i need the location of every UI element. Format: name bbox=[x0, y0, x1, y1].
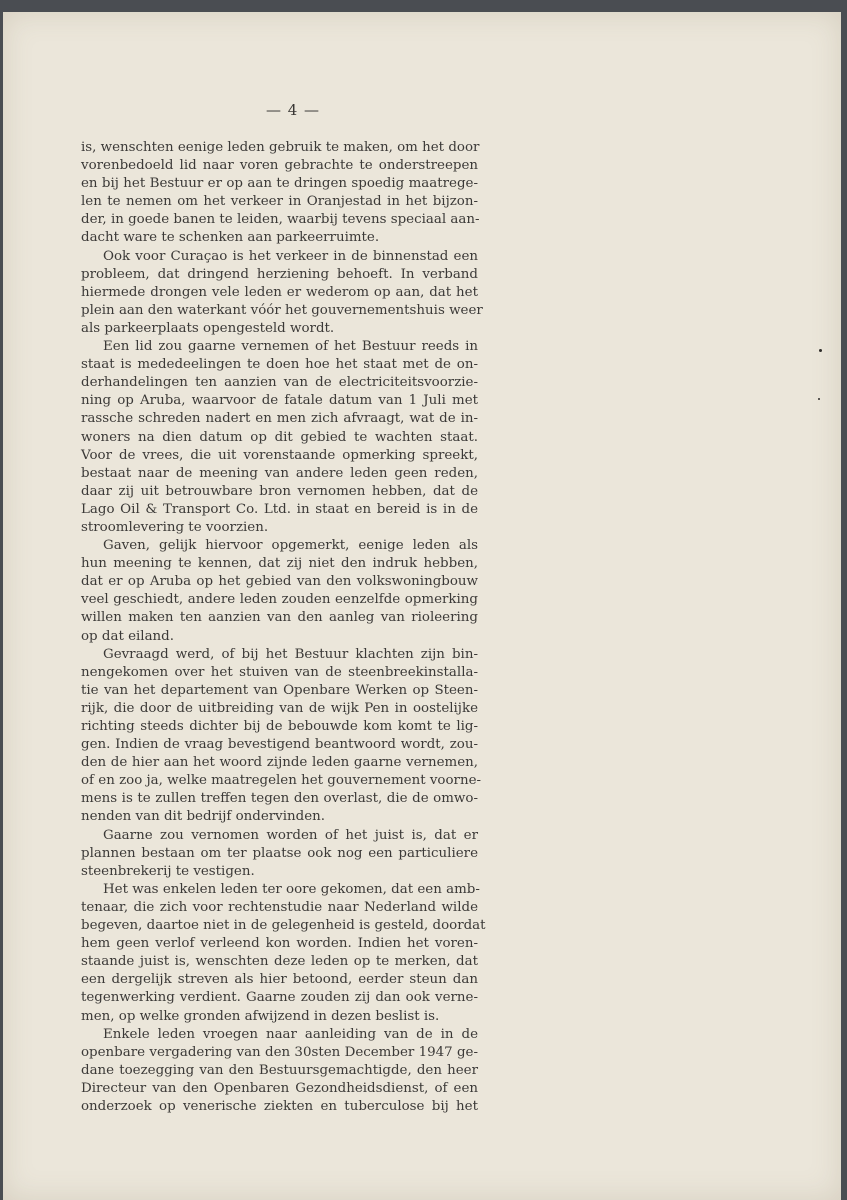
text-line: staande juist is, wenschten deze leden op te merken, dat bbox=[81, 954, 478, 970]
text-line: vorenbedoeld lid naar voren gebrachte te onderstreepen bbox=[81, 158, 478, 174]
text-line: nenden van dit bedrijf ondervinden. bbox=[81, 809, 326, 825]
text-line: of en zoo ja, welke maatregelen het gouvernement voorne- bbox=[81, 773, 482, 789]
paragraph bbox=[81, 338, 478, 537]
text-line: openbare vergadering van den 30sten December 1947 ge- bbox=[81, 1044, 478, 1060]
margin-speck bbox=[818, 398, 820, 400]
text-line: der, in goede banen te leiden, waarbij tevens speciaal aan- bbox=[81, 212, 480, 228]
text-line: rassche schreden nadert en men zich afvraagt, wat de in- bbox=[81, 411, 478, 427]
text-line: richting steeds dichter bij de bebouwde kom komt te lig- bbox=[81, 719, 478, 734]
text-line: Lago Oil & Transport Co. Ltd. in staat en bereid is in de bbox=[81, 501, 478, 517]
margin-speck bbox=[819, 349, 822, 352]
text-line: derhandelingen ten aanzien van de electriciteitsvoorzie- bbox=[81, 375, 478, 391]
text-line: Een lid zou gaarne vernemen of het Bestuur reeds in bbox=[103, 339, 478, 355]
text-line: gen. Indien de vraag bevestigend beantwoord wordt, zou- bbox=[81, 737, 478, 753]
text-line: den de hier aan het woord zijnde leden gaarne vernemen, bbox=[81, 755, 478, 771]
text-line: rijk, die door de uitbreiding van de wijk Pen in oostelijke bbox=[81, 700, 478, 716]
text-line: is, wenschten eenige leden gebruik te maken, om het door bbox=[81, 140, 480, 155]
text-line: plannen bestaan om ter plaatse ook nog een particuliere bbox=[81, 845, 478, 861]
text-line: Directeur van den Openbaren Gezondheidsdienst, of een bbox=[81, 1080, 478, 1096]
paragraph bbox=[81, 1026, 478, 1116]
text-line: men, op welke gronden afwijzend in dezen beslist is. bbox=[81, 1008, 440, 1024]
text-line: bestaat naar de meening van andere leden geen reden, bbox=[81, 465, 478, 481]
text-line: ning op Aruba, waarvoor de fatale datum van 1 Juli met bbox=[81, 393, 478, 409]
text-line: staat is mededeelingen te doen hoe het staat met de on- bbox=[81, 357, 478, 373]
text-line: stroomlevering te voorzien. bbox=[81, 519, 269, 535]
paragraph bbox=[81, 248, 483, 338]
text-line: mens is te zullen treffen tegen den overlast, die de omwo- bbox=[81, 791, 478, 807]
text-line: en bij het Bestuur er op aan te dringen spoedig maatrege- bbox=[81, 176, 478, 192]
text-line: nengekomen over het stuiven van de steenbreekinstalla- bbox=[81, 664, 478, 680]
text-line: als parkeerplaats opengesteld wordt. bbox=[81, 320, 335, 336]
text-line: Voor de vrees, die uit vorenstaande opmerking spreekt, bbox=[81, 447, 478, 463]
text-line: veel geschiedt, andere leden zouden eenzelfde opmerking bbox=[81, 592, 478, 608]
paragraph bbox=[81, 139, 478, 248]
text-line: plein aan den waterkant vóór het gouvernementshuis weer bbox=[81, 302, 483, 318]
text-line: begeven, daartoe niet in de gelegenheid is gesteld, doordat bbox=[81, 918, 486, 934]
text-line: tenaar, die zich voor rechtenstudie naar Nederland wilde bbox=[81, 899, 478, 915]
text-line: steenbrekerij te vestigen. bbox=[81, 863, 255, 879]
paragraph bbox=[81, 881, 486, 1026]
body-text bbox=[81, 139, 486, 1116]
text-line: Gaarne zou vernomen worden of het juist is, dat er bbox=[103, 827, 478, 843]
text-line: Gaven, gelijk hiervoor opgemerkt, eenige leden als bbox=[103, 538, 478, 554]
text-line: hem geen verlof verleend kon worden. Indien het voren- bbox=[81, 936, 478, 952]
text-line: daar zij uit betrouwbare bron vernomen hebben, dat de bbox=[81, 483, 478, 499]
paragraph bbox=[81, 827, 478, 881]
document-page bbox=[3, 12, 841, 1200]
text-line: Enkele leden vroegen naar aanleiding van de in de bbox=[103, 1026, 478, 1042]
text-line: len te nemen om het verkeer in Oranjestad in het bijzon- bbox=[81, 194, 478, 210]
paragraph bbox=[81, 646, 482, 827]
text-line: willen maken ten aanzien van den aanleg van rioleering bbox=[81, 610, 478, 626]
text-line: op dat eiland. bbox=[81, 628, 175, 644]
text-line: probleem, dat dringend herziening behoeft. In verband bbox=[81, 266, 478, 282]
text-line: Het was enkelen leden ter oore gekomen, dat een amb- bbox=[103, 881, 480, 897]
text-line: tegenwerking verdient. Gaarne zouden zij dan ook verne- bbox=[81, 990, 478, 1006]
text-line: dacht ware te schenken aan parkeerruimte. bbox=[81, 230, 380, 246]
text-line: dane toezegging van den Bestuursgemachtigde, den heer bbox=[81, 1062, 478, 1078]
text-line: onderzoek op venerische ziekten en tuberculose bij het bbox=[81, 1098, 478, 1114]
text-line: hun meening te kennen, dat zij niet den indruk hebben, bbox=[81, 556, 478, 572]
text-line: Ook voor Curaçao is het verkeer in de binnenstad een bbox=[103, 248, 478, 264]
text-line: dat er op Aruba op het gebied van den volkswoningbouw bbox=[81, 574, 478, 590]
paragraph bbox=[81, 537, 478, 646]
page-number: — 4 — bbox=[265, 101, 321, 119]
text-line: een dergelijk streven als hier betoond, eerder steun dan bbox=[81, 972, 478, 988]
text-line: tie van het departement van Openbare Werken op Steen- bbox=[81, 682, 478, 698]
text-line: hiermede drongen vele leden er wederom op aan, dat het bbox=[81, 284, 478, 300]
text-line: Gevraagd werd, of bij het Bestuur klachten zijn bin- bbox=[103, 646, 478, 662]
text-line: woners na dien datum op dit gebied te wachten staat. bbox=[81, 429, 478, 445]
